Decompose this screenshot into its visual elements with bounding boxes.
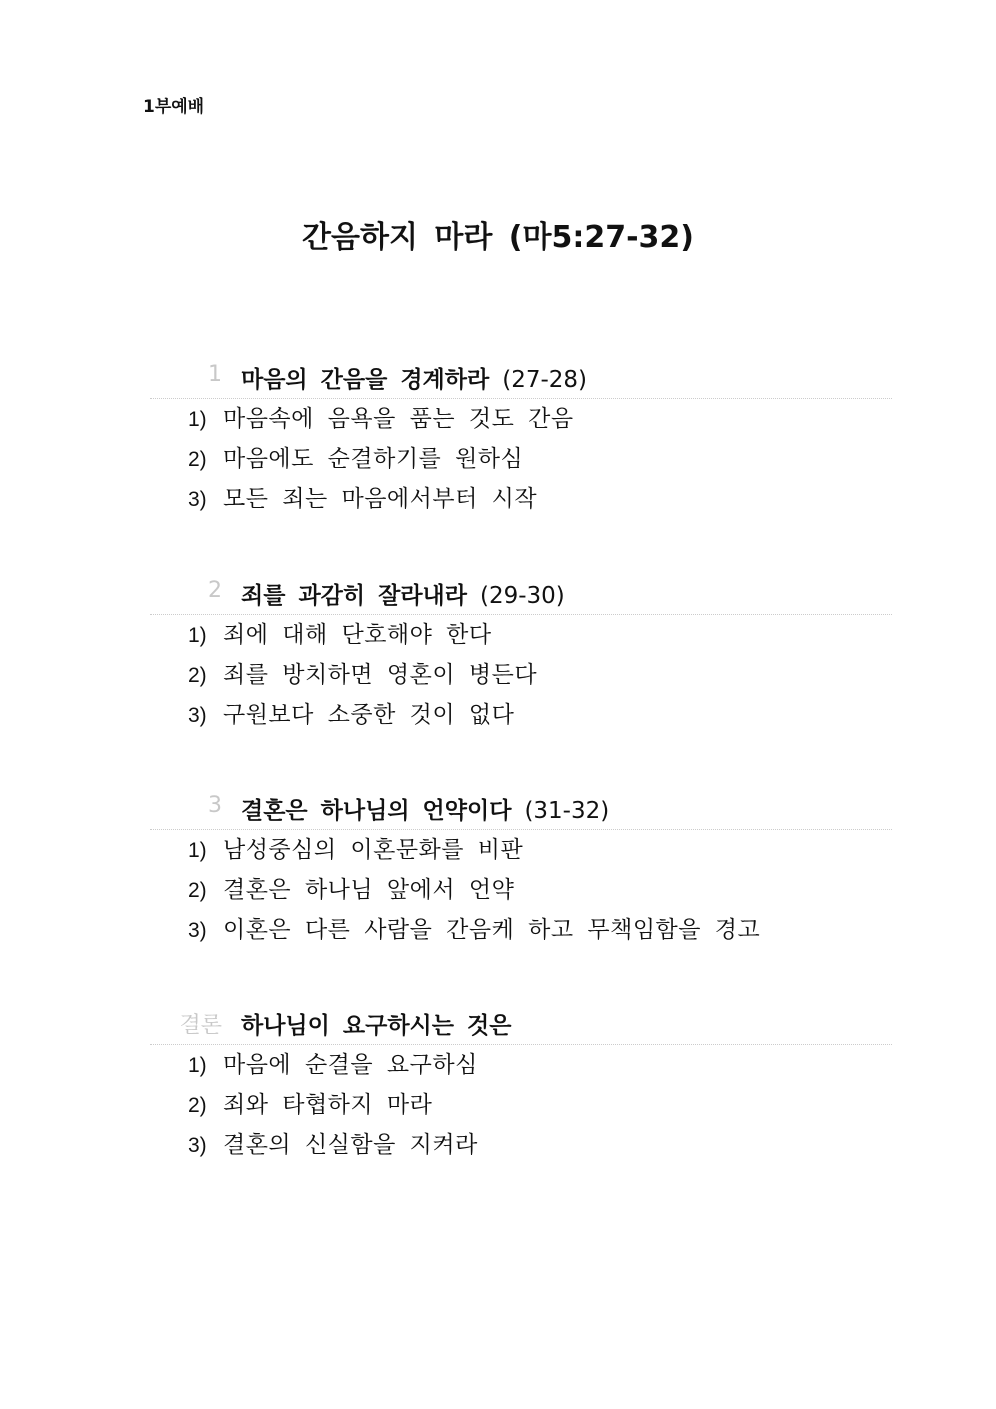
list-item	[150, 1125, 892, 1165]
section-heading	[241, 1007, 511, 1040]
section-header	[150, 358, 892, 399]
point-text: 모든 죄는 마음에서부터 시작	[223, 486, 538, 512]
section-heading-text: 죄를 과감히 잘라내라	[241, 583, 467, 609]
point-text: 마음에 순결을 요구하심	[223, 1052, 478, 1078]
point-number: 1)	[188, 408, 207, 431]
section-heading-text: 마음의 간음을 경계하라	[241, 367, 490, 393]
point-text: 죄와 타협하지 마라	[223, 1092, 433, 1118]
section-heading-text: 결혼은 하나님의 언약이다	[241, 798, 512, 824]
point-number: 3)	[188, 1134, 207, 1157]
point-number: 1)	[188, 839, 207, 862]
section-header	[150, 574, 892, 615]
point-text: 결혼의 신실함을 지켜라	[223, 1132, 478, 1158]
section-heading	[241, 361, 587, 394]
list-item	[150, 1085, 892, 1125]
section-number: 3	[208, 793, 222, 818]
point-text: 남성중심의 이혼문화를 비판	[223, 837, 524, 863]
verse-range: (31-32)	[524, 798, 610, 824]
list-item	[150, 910, 892, 950]
point-number: 1)	[188, 624, 207, 647]
point-text: 죄에 대해 단호해야 한다	[223, 622, 492, 648]
point-number: 3)	[188, 704, 207, 727]
section-heading	[241, 577, 565, 610]
point-text: 구원보다 소중한 것이 없다	[223, 702, 515, 728]
verse-range: (29-30)	[480, 583, 565, 609]
point-number: 1)	[188, 1054, 207, 1077]
point-list	[150, 399, 892, 519]
section-conclusion	[150, 1004, 892, 1165]
point-text: 결혼은 하나님 앞에서 언약	[223, 877, 515, 903]
point-number: 2)	[188, 1094, 207, 1117]
section-header	[150, 789, 892, 830]
point-text: 마음속에 음욕을 품는 것도 간음	[223, 406, 574, 432]
list-item	[150, 1045, 892, 1085]
point-number: 3)	[188, 919, 207, 942]
verse-range: (27-28)	[502, 367, 587, 393]
section-heading	[241, 792, 609, 825]
list-item	[150, 655, 892, 695]
page-title: 간음하지 마라 (마5:27-32)	[302, 220, 694, 255]
list-item	[150, 870, 892, 910]
section-number: 결론	[179, 1013, 222, 1038]
list-item	[150, 399, 892, 439]
list-item	[150, 830, 892, 870]
point-text: 이혼은 다른 사람을 간음케 하고 무책임함을 경고	[223, 917, 761, 943]
point-list	[150, 615, 892, 735]
section-number: 2	[208, 578, 222, 603]
point-number: 2)	[188, 879, 207, 902]
section-heading-text: 하나님이 요구하시는 것은	[241, 1013, 512, 1039]
point-text: 죄를 방치하면 영혼이 병든다	[223, 662, 538, 688]
point-text: 마음에도 순결하기를 원하심	[223, 446, 524, 472]
section-1	[150, 358, 892, 519]
point-number: 2)	[188, 664, 207, 687]
point-number: 3)	[188, 488, 207, 511]
list-item	[150, 695, 892, 735]
list-item	[150, 479, 892, 519]
section-header	[150, 1004, 892, 1045]
point-list	[150, 1045, 892, 1165]
service-label: 1부예배	[143, 97, 205, 117]
section-3	[150, 789, 892, 950]
section-number: 1	[208, 362, 222, 387]
point-list	[150, 830, 892, 950]
section-2	[150, 574, 892, 735]
list-item	[150, 439, 892, 479]
list-item	[150, 615, 892, 655]
point-number: 2)	[188, 448, 207, 471]
